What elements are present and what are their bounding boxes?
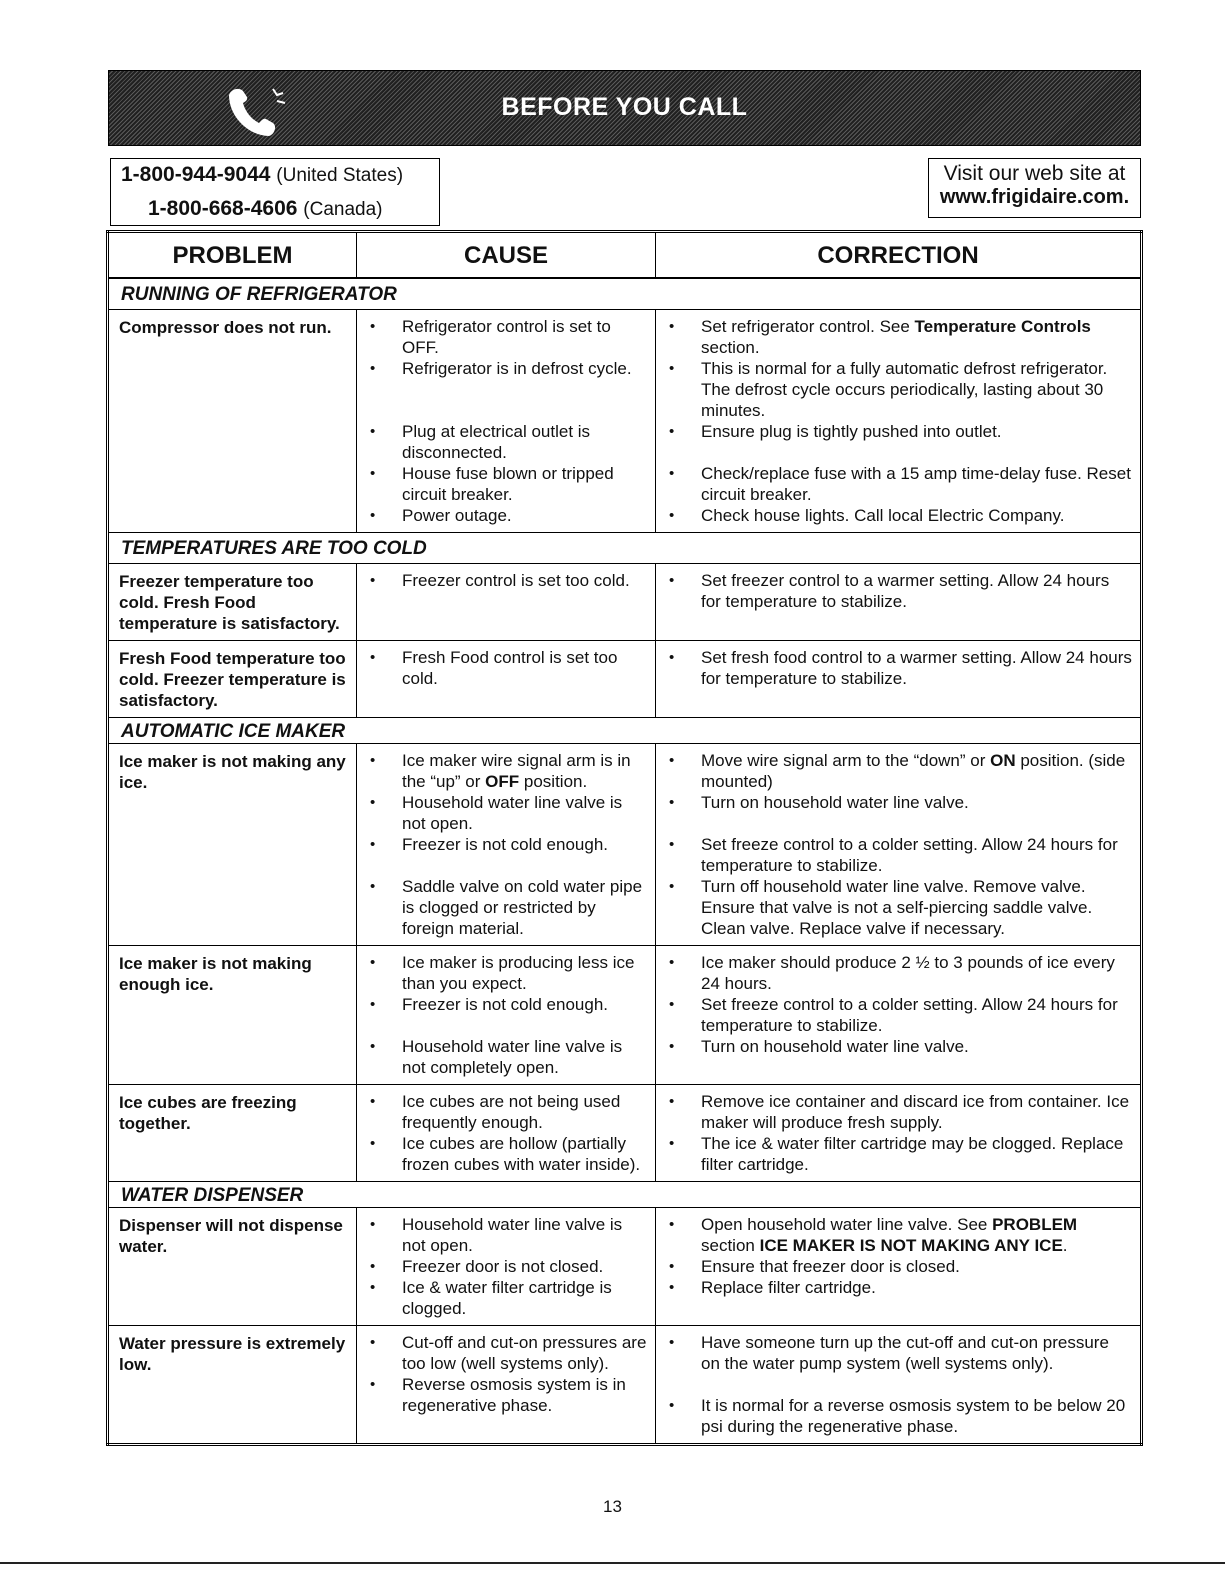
phone-ca-label: (Canada) xyxy=(303,199,383,220)
problem-cell: Dispenser will not dispense water. xyxy=(108,1208,357,1326)
phone-ca-line xyxy=(148,197,383,221)
cause-item: • Household water line valve is not open. xyxy=(357,1214,647,1256)
correction-item: • Set freezer control to a warmer setting. Allow 24 hours for temperature to stabilize. xyxy=(656,570,1132,612)
cause-item: • Freezer control is set too cold. xyxy=(357,570,647,591)
website-intro: Visit our web site at xyxy=(943,162,1126,185)
cause-cell xyxy=(357,1326,656,1445)
table-header-row xyxy=(108,232,1142,279)
correction-item: • Set freeze control to a colder setting. Allow 24 hours for temperature to stabilize. xyxy=(656,834,1132,876)
page-number: 13 xyxy=(603,1497,622,1516)
cause-item: • Ice cubes are not being used frequently enough. xyxy=(357,1091,647,1133)
correction-cell xyxy=(656,564,1142,641)
correction-item: • Replace filter cartridge. xyxy=(656,1277,1132,1298)
problem-cell: Ice cubes are freezing together. xyxy=(108,1085,357,1182)
problem-cell: Water pressure is extremely low. xyxy=(108,1326,357,1445)
cause-cell xyxy=(357,1085,656,1182)
section-title: WATER DISPENSER xyxy=(108,1182,1142,1208)
section-title: TEMPERATURES ARE TOO COLD xyxy=(108,533,1142,564)
problem-cell: Fresh Food temperature too cold. Freezer temperature is satisfactory. xyxy=(108,641,357,718)
section-row xyxy=(108,1182,1142,1208)
correction-item: • Turn on household water line valve. xyxy=(656,1036,1132,1057)
correction-item: • Ice maker should produce 2 ½ to 3 pounds of ice every 24 hours. xyxy=(656,952,1132,994)
cause-cell xyxy=(357,946,656,1085)
correction-cell xyxy=(656,1326,1142,1445)
cause-item: • Household water line valve is not completely open. xyxy=(357,1036,647,1078)
problem-cell: Compressor does not run. xyxy=(108,310,357,533)
phone-us-line xyxy=(121,163,403,187)
cause-cell xyxy=(357,744,656,946)
correction-item: • The ice & water filter cartridge may be clogged. Replace filter cartridge. xyxy=(656,1133,1132,1175)
header-problem: PROBLEM xyxy=(108,232,357,279)
cause-item: • Ice cubes are hollow (partially frozen cubes with water inside). xyxy=(357,1133,647,1175)
section-row xyxy=(108,533,1142,564)
problem-cell: Freezer temperature too cold. Fresh Food temperature is satisfactory. xyxy=(108,564,357,641)
phone-us-label: (United States) xyxy=(276,165,404,186)
correction-item: • It is normal for a reverse osmosis system to be below 20 psi during the regenerative phase. xyxy=(656,1395,1132,1437)
correction-item: • Have someone turn up the cut-off and cut-on pressure on the water pump system (well systems only). xyxy=(656,1332,1132,1374)
cause-item: • Ice maker is producing less ice than you expect. xyxy=(357,952,647,994)
section-row xyxy=(108,278,1142,310)
correction-cell xyxy=(656,1085,1142,1182)
correction-item: • Turn on household water line valve. xyxy=(656,792,1132,813)
header-cause: CAUSE xyxy=(357,232,656,279)
correction-item: • Move wire signal arm to the “down” or ON position. (side mounted) xyxy=(656,750,1132,792)
website-box xyxy=(928,158,1141,218)
cause-item: • House fuse blown or tripped circuit breaker. xyxy=(357,463,647,505)
header-correction: CORRECTION xyxy=(656,232,1142,279)
troubleshooting-table xyxy=(106,230,1143,1446)
correction-item: • Set fresh food control to a warmer setting. Allow 24 hours for temperature to stabilize. xyxy=(656,647,1132,689)
cause-item: • Freezer is not cold enough. xyxy=(357,994,647,1015)
cause-item: • Household water line valve is not open. xyxy=(357,792,647,834)
section-title: AUTOMATIC ICE MAKER xyxy=(108,718,1142,744)
phone-ca-number: 1-800-668-4606 xyxy=(148,197,298,220)
before-you-call-banner xyxy=(108,70,1141,146)
correction-item: • This is normal for a fully automatic defrost refrigerator. The defrost cycle occurs periodically, lasting about 30 minutes. xyxy=(656,358,1132,421)
table-row xyxy=(108,1326,1142,1445)
correction-item: • Set refrigerator control. See Temperature Controls section. xyxy=(656,316,1132,358)
correction-cell xyxy=(656,744,1142,946)
cause-item: • Freezer door is not closed. xyxy=(357,1256,647,1277)
table-row xyxy=(108,641,1142,718)
cause-item: • Reverse osmosis system is in regenerative phase. xyxy=(357,1374,647,1416)
correction-item: • Ensure plug is tightly pushed into outlet. xyxy=(656,421,1132,442)
problem-cell: Ice maker is not making any ice. xyxy=(108,744,357,946)
correction-item: • Check/replace fuse with a 15 amp time-delay fuse. Reset circuit breaker. xyxy=(656,463,1132,505)
table-row xyxy=(108,1208,1142,1326)
cause-item: • Ice & water filter cartridge is clogged. xyxy=(357,1277,647,1319)
cause-cell xyxy=(357,641,656,718)
banner-title: BEFORE YOU CALL xyxy=(501,93,748,121)
correction-item: • Turn off household water line valve. Remove valve. Ensure that valve is not a self-piercing saddle valve. Clean valve. Replace valve if necessary. xyxy=(656,876,1132,939)
section-title: RUNNING OF REFRIGERATOR xyxy=(108,278,1142,310)
cause-item: • Cut-off and cut-on pressures are too low (well systems only). xyxy=(357,1332,647,1374)
correction-cell xyxy=(656,946,1142,1085)
table-row xyxy=(108,564,1142,641)
correction-item: • Ensure that freezer door is closed. xyxy=(656,1256,1132,1277)
cause-item: • Power outage. xyxy=(357,505,647,526)
phone-us-number: 1-800-944-9044 xyxy=(121,163,271,186)
table-row xyxy=(108,744,1142,946)
section-row xyxy=(108,718,1142,744)
correction-item: • Set freeze control to a colder setting. Allow 24 hours for temperature to stabilize. xyxy=(656,994,1132,1036)
correction-item: • Open household water line valve. See PROBLEM section ICE MAKER IS NOT MAKING ANY ICE. xyxy=(656,1214,1132,1256)
table-row xyxy=(108,1085,1142,1182)
correction-item: • Remove ice container and discard ice from container. Ice maker will produce fresh supply. xyxy=(656,1091,1132,1133)
cause-cell xyxy=(357,564,656,641)
website-url[interactable]: www.frigidaire.com. xyxy=(939,186,1130,208)
correction-cell xyxy=(656,641,1142,718)
cause-item: • Saddle valve on cold water pipe is clogged or restricted by foreign material. xyxy=(357,876,647,939)
table-row xyxy=(108,946,1142,1085)
correction-cell xyxy=(656,1208,1142,1326)
cause-item: • Freezer is not cold enough. xyxy=(357,834,647,855)
cause-item: • Fresh Food control is set too cold. xyxy=(357,647,647,689)
cause-cell xyxy=(357,1208,656,1326)
phone-numbers-box xyxy=(110,158,440,226)
table-row xyxy=(108,310,1142,533)
correction-item: • Check house lights. Call local Electric Company. xyxy=(656,505,1132,526)
correction-cell xyxy=(656,310,1142,533)
cause-cell xyxy=(357,310,656,533)
cause-item: • Plug at electrical outlet is disconnected. xyxy=(357,421,647,463)
cause-item: • Refrigerator control is set to OFF. xyxy=(357,316,647,358)
cause-item: • Ice maker wire signal arm is in the “up” or OFF position. xyxy=(357,750,647,792)
bottom-rule xyxy=(0,1562,1225,1564)
cause-item: • Refrigerator is in defrost cycle. xyxy=(357,358,647,379)
problem-cell: Ice maker is not making enough ice. xyxy=(108,946,357,1085)
